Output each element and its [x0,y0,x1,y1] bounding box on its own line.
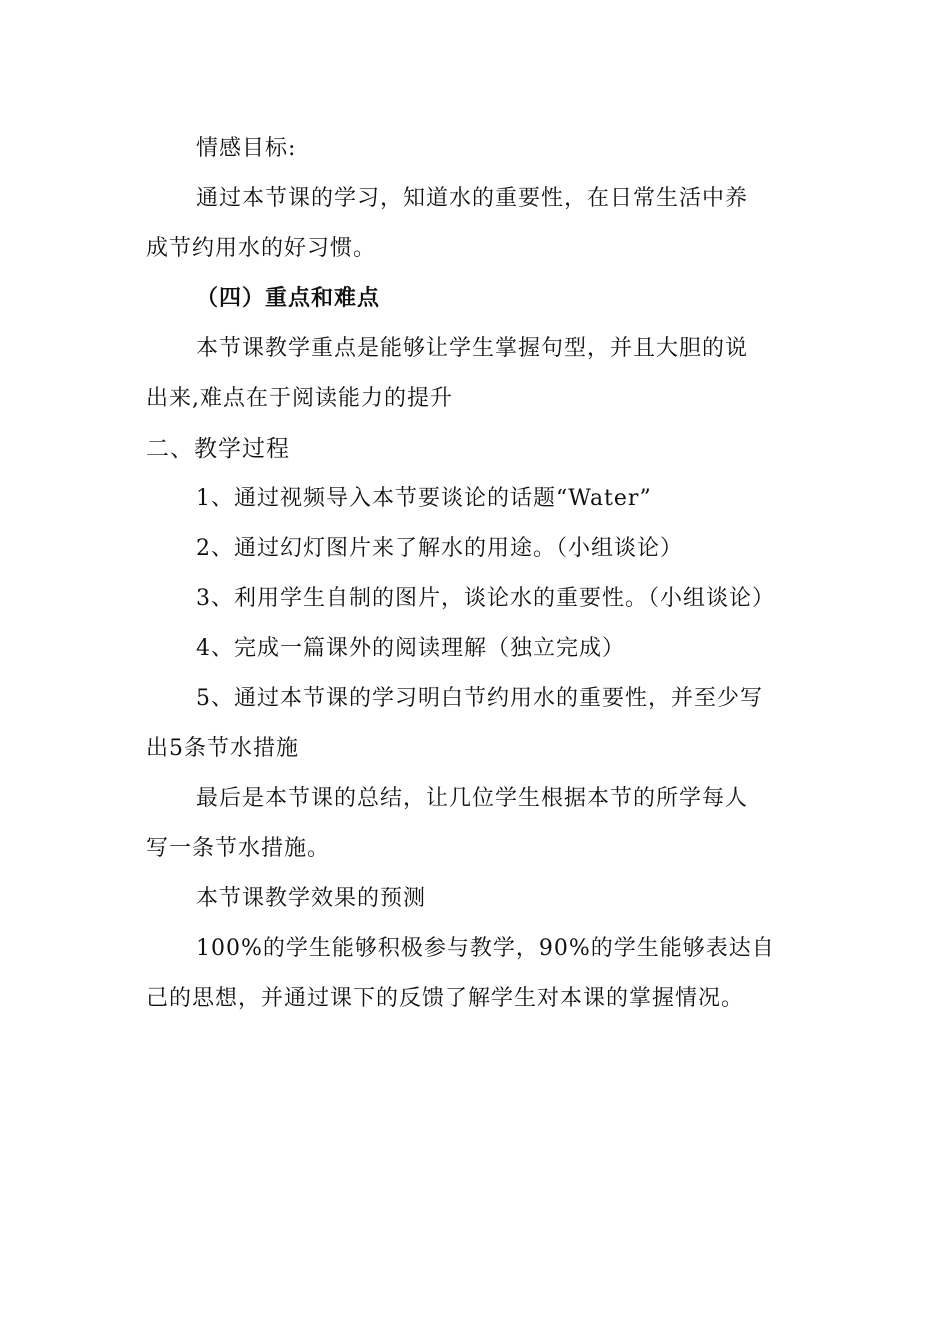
list-item: 5、通过本节课的学习明白节约用水的重要性，并至少写 [196,686,763,711]
subheading-effect-prediction: 本节课教学效果的预测 [196,886,427,911]
paragraph-line: 成节约用水的好习惯。 [146,236,377,261]
section-heading-teaching-process: 二、教学过程 [146,436,290,462]
list-item: 3、利用学生自制的图片，谈论水的重要性。（小组谈论） [196,586,775,611]
paragraph-line: 100%的学生能够积极参与教学，90%的学生能够表达自 [196,936,775,961]
paragraph-line: 本节课教学重点是能够让学生掌握句型，并且大胆的说 [196,336,749,361]
list-item: 1、通过视频导入本节要谈论的话题“Water” [196,486,652,511]
paragraph-line: 己的思想，并通过课下的反馈了解学生对本课的掌握情况。 [146,986,745,1011]
list-item: 2、通过幻灯图片来了解水的用途。（小组谈论） [196,536,683,561]
section-heading-key-points: （四）重点和难点 [196,286,381,311]
paragraph-line: 出来,难点在于阅读能力的提升 [146,386,453,411]
list-item: 4、完成一篇课外的阅读理解（独立完成） [196,636,625,661]
paragraph-line: 写一条节水措施。 [146,836,331,861]
subheading-emotional-goal: 情感目标: [196,136,297,161]
paragraph-line: 通过本节课的学习，知道水的重要性，在日常生活中养 [196,186,749,211]
paragraph-line: 最后是本节课的总结，让几位学生根据本节的所学每人 [196,786,749,811]
list-item-continuation: 出5条节水措施 [146,736,299,761]
